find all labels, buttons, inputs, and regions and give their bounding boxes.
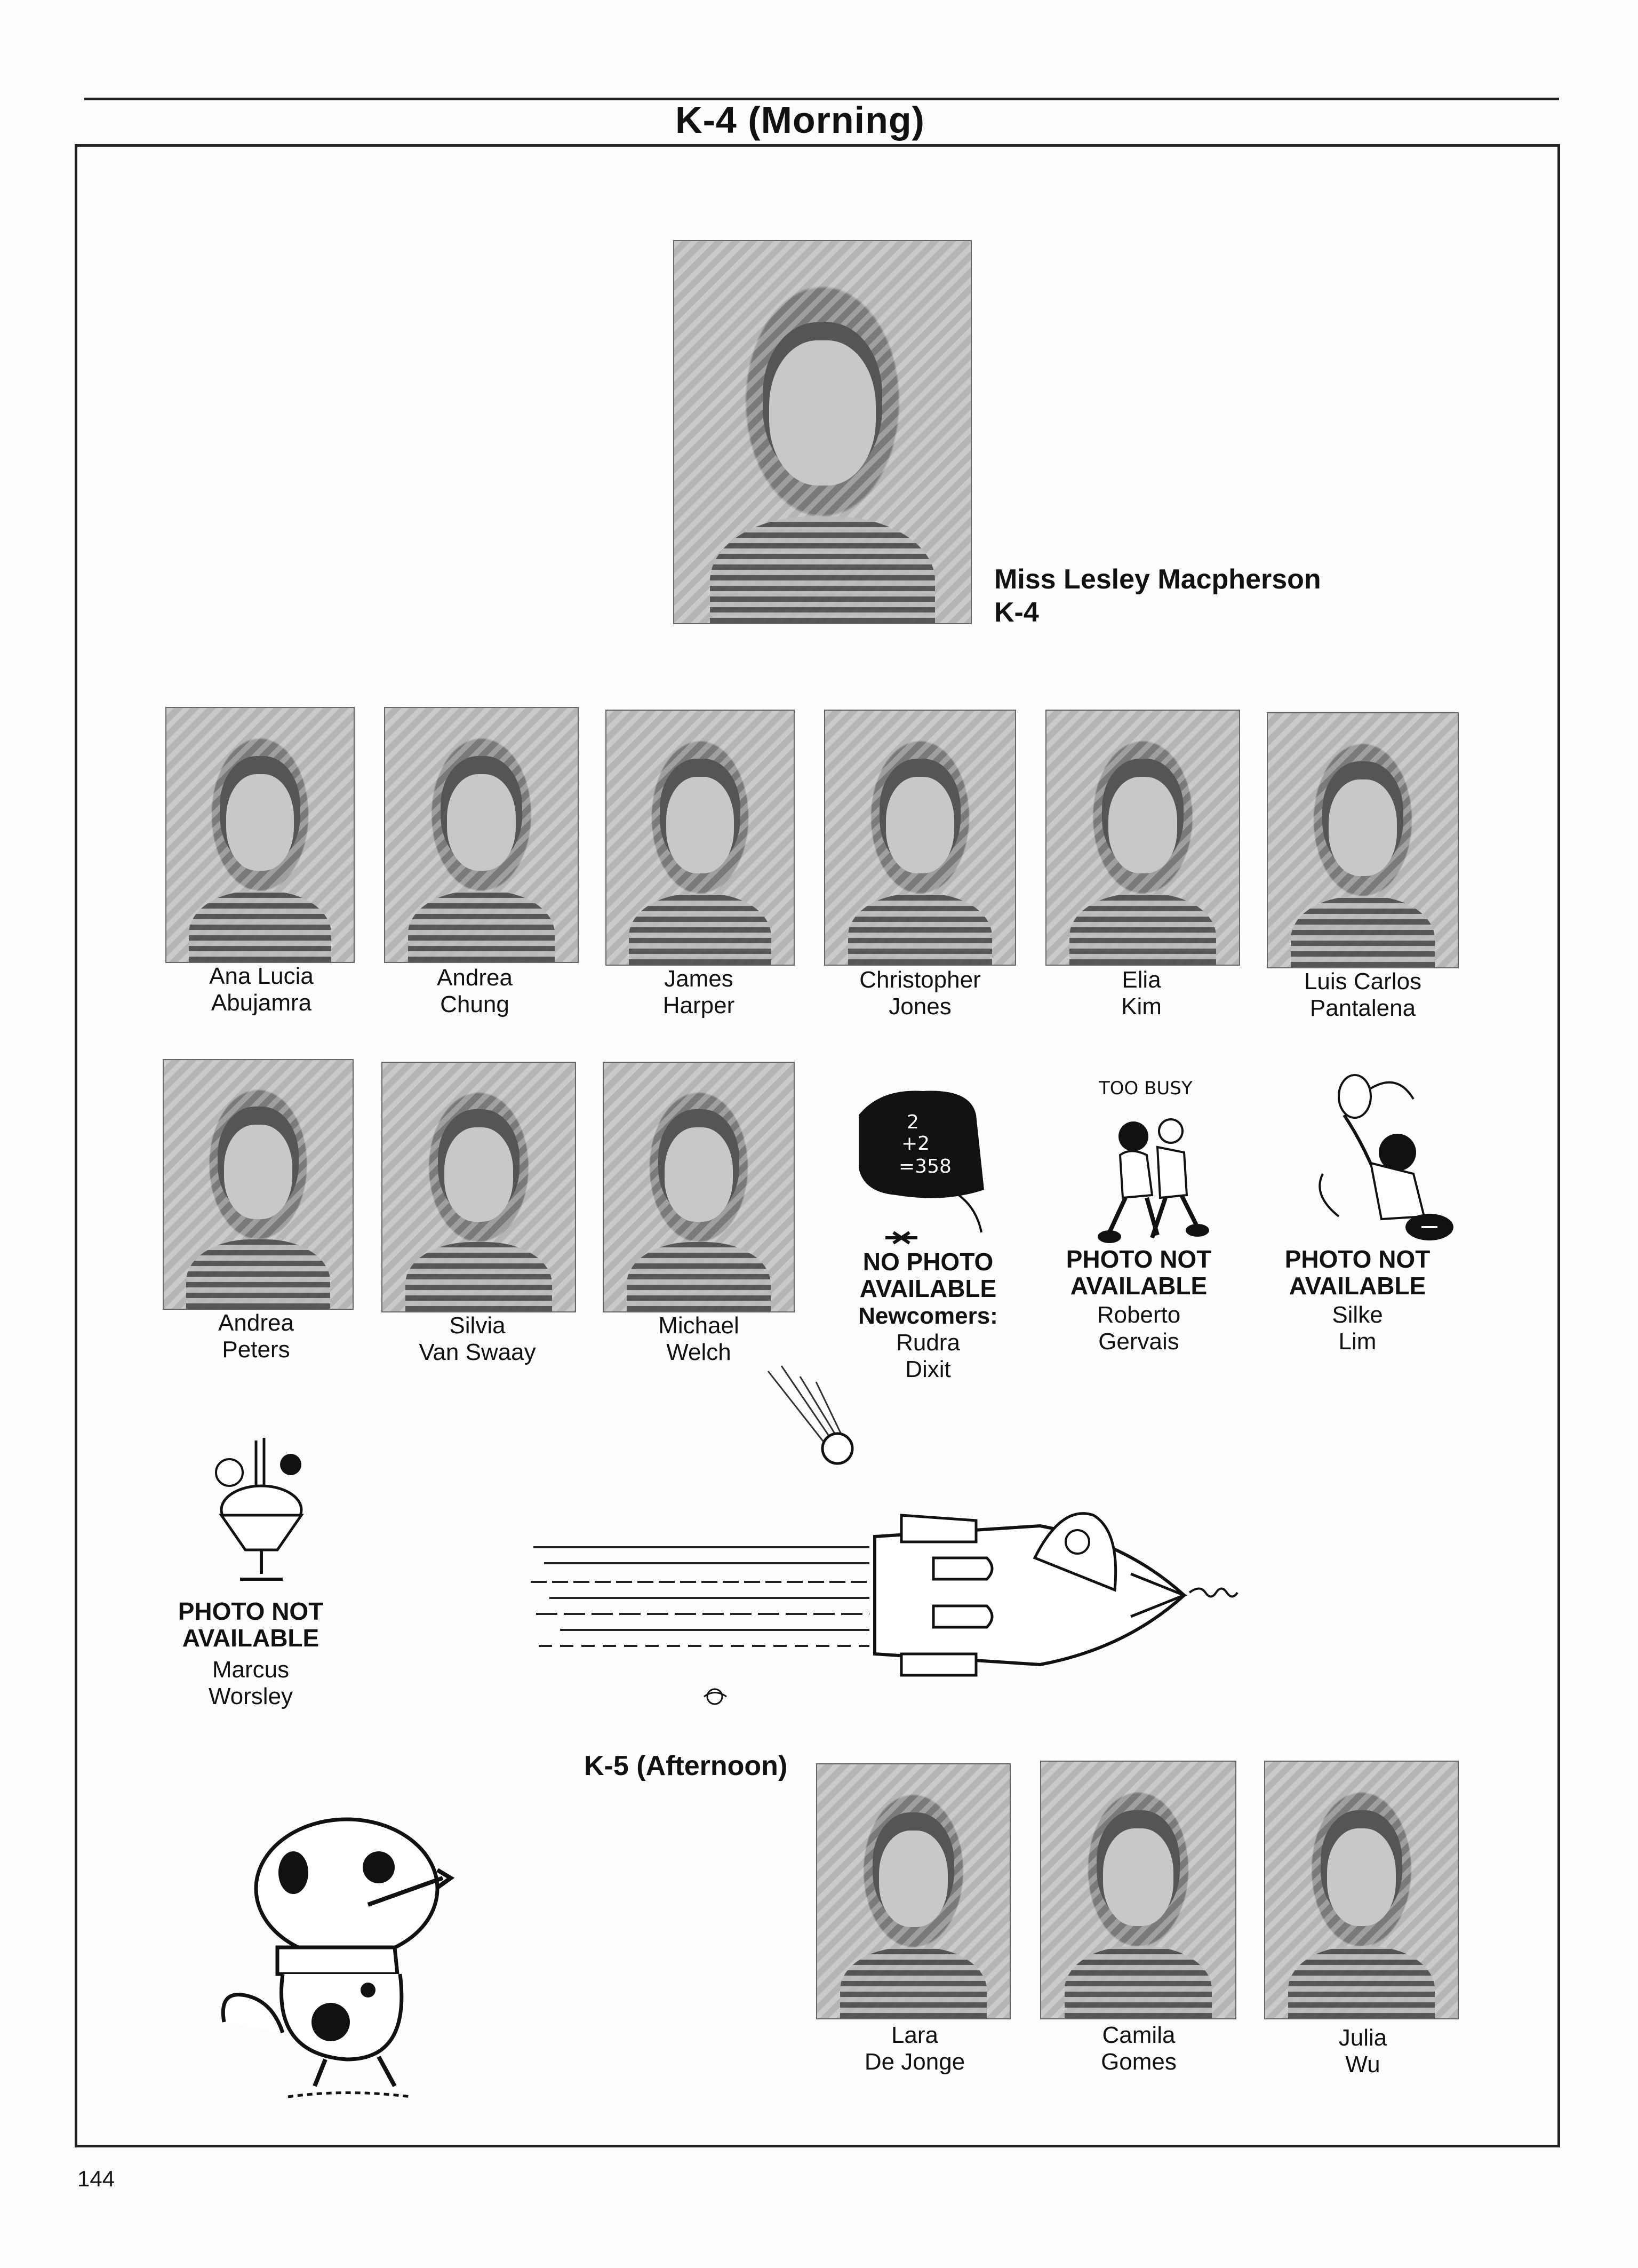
student-photo	[824, 710, 1016, 966]
photo-not-available-label: PHOTO NOT AVAILABLE	[1066, 1245, 1212, 1300]
photo-not-available-label: PHOTO NOT AVAILABLE	[1284, 1245, 1431, 1300]
student-name: Andrea Chung	[437, 965, 513, 1017]
student-photo	[163, 1059, 354, 1310]
student-name: Marcus Worsley	[208, 1657, 293, 1709]
chalkboard-cartoon	[848, 1078, 1024, 1254]
student-name: Silvia Van Swaay	[419, 1312, 536, 1365]
football-cartoon	[1291, 1067, 1461, 1248]
section-heading-afternoon: K-5 (Afternoon)	[584, 1750, 788, 1781]
chalk-text-3: =358	[899, 1156, 952, 1177]
page-title: K-4 (Morning)	[675, 99, 925, 141]
student-name: Elia Kim	[1121, 967, 1162, 1020]
student-photo	[1040, 1761, 1236, 2019]
student-photo	[384, 707, 579, 963]
student-name: Rudra Dixit	[896, 1330, 960, 1382]
meteor-illustration	[757, 1366, 864, 1473]
student-name: James Harper	[662, 966, 735, 1018]
teacher-name: Miss Lesley Macpherson	[994, 564, 1321, 595]
teacher-photo	[673, 240, 972, 624]
chalk-text-1: 2	[907, 1111, 919, 1133]
student-name: Julia Wu	[1338, 2025, 1387, 2078]
too-busy-cartoon	[1072, 1104, 1232, 1254]
student-name: Michael Welch	[658, 1312, 739, 1365]
student-photo	[603, 1062, 795, 1312]
sundae-cartoon	[197, 1435, 331, 1595]
student-photo	[381, 1062, 576, 1312]
too-busy-caption: TOO BUSY	[1099, 1078, 1193, 1099]
student-name: Andrea Peters	[218, 1310, 294, 1363]
teacher-caption	[994, 563, 1321, 629]
teacher-class: K-4	[994, 597, 1039, 628]
student-photo	[1267, 712, 1459, 968]
rocket-illustration	[528, 1483, 1285, 1707]
student-name: Camila Gomes	[1101, 2022, 1177, 2075]
student-photo	[816, 1763, 1011, 2019]
no-photo-label: NO PHOTO AVAILABLE	[859, 1248, 997, 1302]
student-name: Luis Carlos Pantalena	[1304, 968, 1422, 1021]
dog-cartoon	[208, 1809, 485, 2107]
student-photo	[1264, 1761, 1459, 2019]
student-name: Christopher Jones	[859, 967, 981, 1020]
student-photo	[605, 710, 795, 966]
student-name: Silke Lim	[1332, 1302, 1383, 1355]
page-number: 144	[77, 2166, 115, 2191]
student-name: Lara De Jonge	[864, 2022, 965, 2075]
student-photo	[1045, 710, 1240, 966]
student-name: Ana Lucia Abujamra	[209, 963, 314, 1016]
student-photo	[165, 707, 355, 963]
chalk-text-2: +2	[901, 1133, 930, 1155]
newcomers-heading: Newcomers:	[858, 1303, 998, 1329]
student-name: Roberto Gervais	[1097, 1302, 1181, 1355]
photo-not-available-label: PHOTO NOT AVAILABLE	[178, 1597, 324, 1652]
